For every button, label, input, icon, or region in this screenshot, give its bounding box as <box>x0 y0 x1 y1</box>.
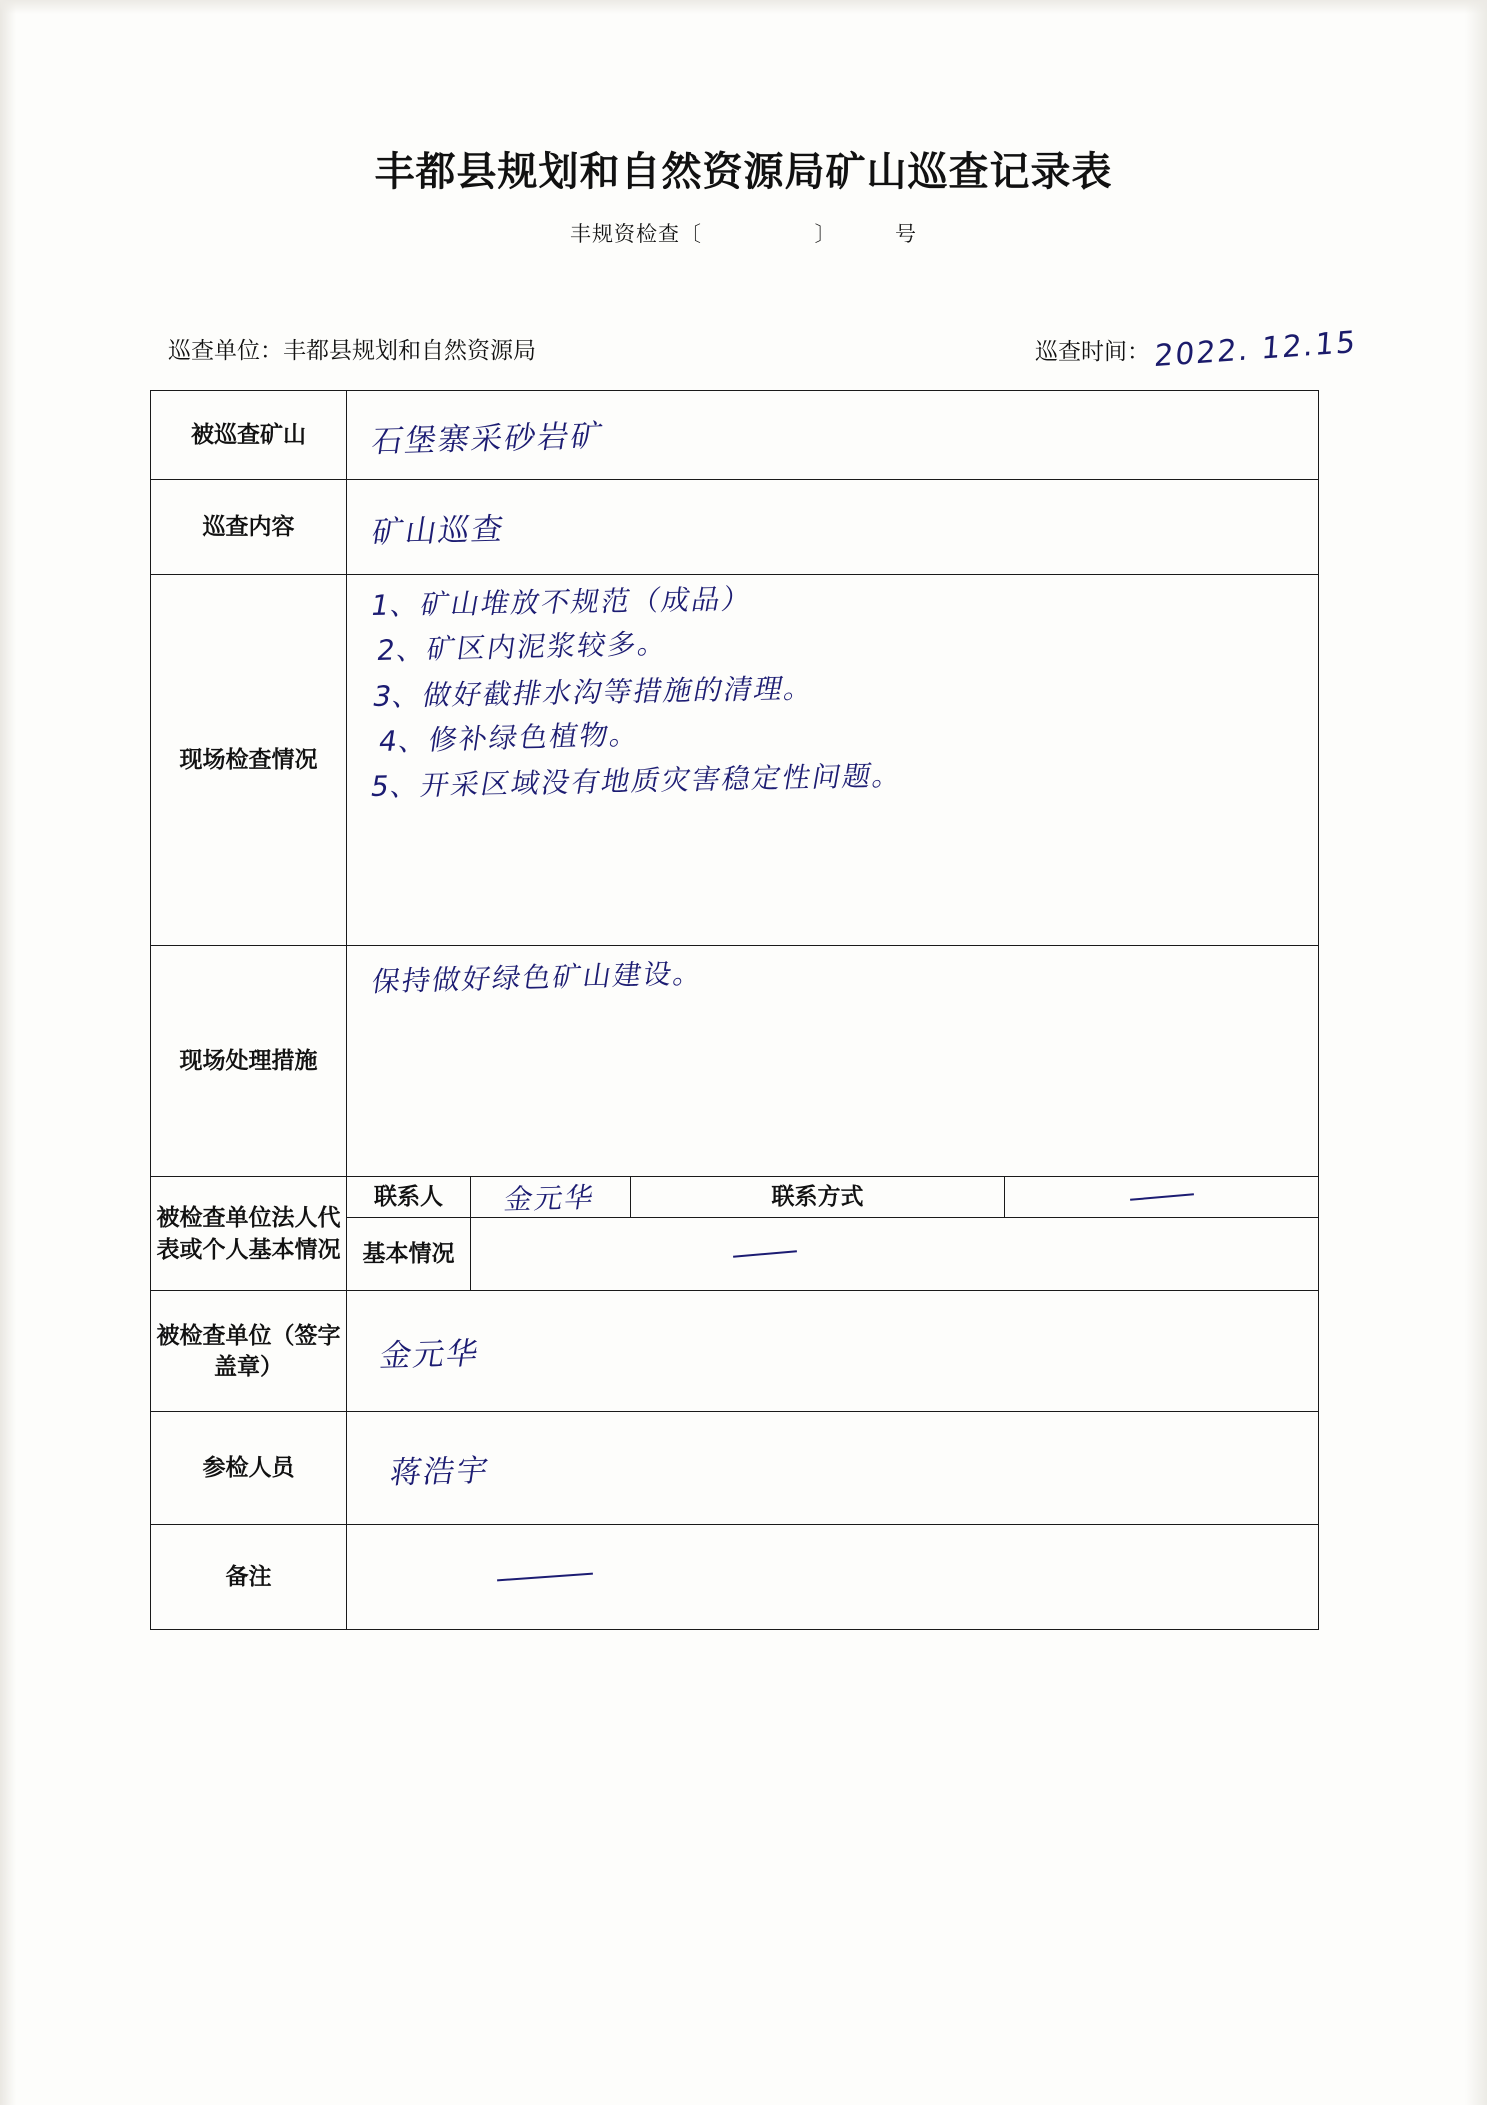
handwriting-participants: 蒋浩宇 <box>387 1452 493 1491</box>
contact-method-label: 联系方式 <box>631 1177 1005 1218</box>
meta-row <box>0 324 1487 375</box>
handwriting-contact-person: 金元华 <box>502 1180 598 1217</box>
inspection-unit: 巡查单位：丰都县规划和自然资源局 <box>168 338 536 363</box>
row-value-measures <box>347 946 1319 1177</box>
finding-line-5: 5、开采区域没有地质灾害稳定性问题。 <box>368 759 906 804</box>
finding-line-4: 4、修补绿色植物。 <box>376 717 643 759</box>
row-value-mine <box>347 391 1319 480</box>
row-value-signature <box>347 1291 1319 1412</box>
inspection-time-label: 巡查时间： <box>1035 339 1150 364</box>
row-label-content: 巡查内容 <box>151 480 347 575</box>
finding-line-2: 2、矿区内泥浆较多。 <box>374 627 671 668</box>
handwriting-contact-method-dash <box>1130 1194 1194 1202</box>
scan-edge-left <box>0 0 16 2105</box>
document-number-prefix: 丰规资检查〔 <box>570 222 702 246</box>
handwriting-mine-name: 石堡寨采砂岩矿 <box>369 417 607 460</box>
table-row-signature <box>151 1291 1319 1412</box>
row-label-findings: 现场检查情况 <box>151 575 347 946</box>
row-value-content <box>347 480 1319 575</box>
row-label-remarks: 备注 <box>151 1525 347 1630</box>
scan-edge-top <box>0 0 1487 14</box>
basic-info-label: 基本情况 <box>347 1218 471 1291</box>
table-row-mine <box>151 391 1319 480</box>
handwriting-inspection-content: 矿山巡查 <box>369 510 508 551</box>
table-row-findings <box>151 575 1319 946</box>
scan-edge-right <box>1465 0 1487 2105</box>
table-row-content <box>151 480 1319 575</box>
inspection-record-table <box>150 390 1319 1630</box>
row-label-signature <box>151 1291 347 1412</box>
table-row-participants <box>151 1412 1319 1525</box>
document-number-line <box>0 218 1487 248</box>
table-row-remarks <box>151 1525 1319 1630</box>
row-value-participants <box>347 1412 1319 1525</box>
finding-line-3: 3、做好截排水沟等措施的清理。 <box>369 671 818 713</box>
document-number-bracket-close: 〕 <box>814 222 837 246</box>
contact-person-value <box>471 1177 631 1218</box>
basic-info-value <box>471 1218 1319 1291</box>
row-label-measures: 现场处理措施 <box>151 946 347 1177</box>
table-row-legal-rep-contact <box>151 1177 1319 1218</box>
contact-method-value <box>1005 1177 1319 1218</box>
handwriting-signature: 金元华 <box>377 1335 483 1374</box>
row-label-legal-rep: 被检查单位法人代表或个人基本情况 <box>151 1177 347 1291</box>
finding-line-1: 1、矿山堆放不规范（成品） <box>368 582 756 622</box>
handwriting-measures: 保持做好绿色矿山建设。 <box>369 956 706 999</box>
handwriting-basic-info-dash <box>733 1251 797 1259</box>
row-label-mine: 被巡查矿山 <box>151 391 347 480</box>
table-row-measures <box>151 946 1319 1177</box>
document-number-suffix: 号 <box>895 222 917 246</box>
row-label-participants: 参检人员 <box>151 1412 347 1525</box>
page-title: 丰都县规划和自然资源局矿山巡查记录表 <box>374 148 1113 195</box>
findings-list <box>347 575 1318 816</box>
row-value-findings <box>347 575 1319 946</box>
contact-person-label: 联系人 <box>347 1177 471 1218</box>
inspection-time <box>1035 324 1359 375</box>
signature-label-text: 被检查单位（签字盖章） <box>156 1321 341 1380</box>
row-value-remarks <box>347 1525 1319 1630</box>
inspection-time-value: 2022. 12.15 <box>1153 324 1359 375</box>
handwriting-remarks-dash <box>497 1573 593 1582</box>
